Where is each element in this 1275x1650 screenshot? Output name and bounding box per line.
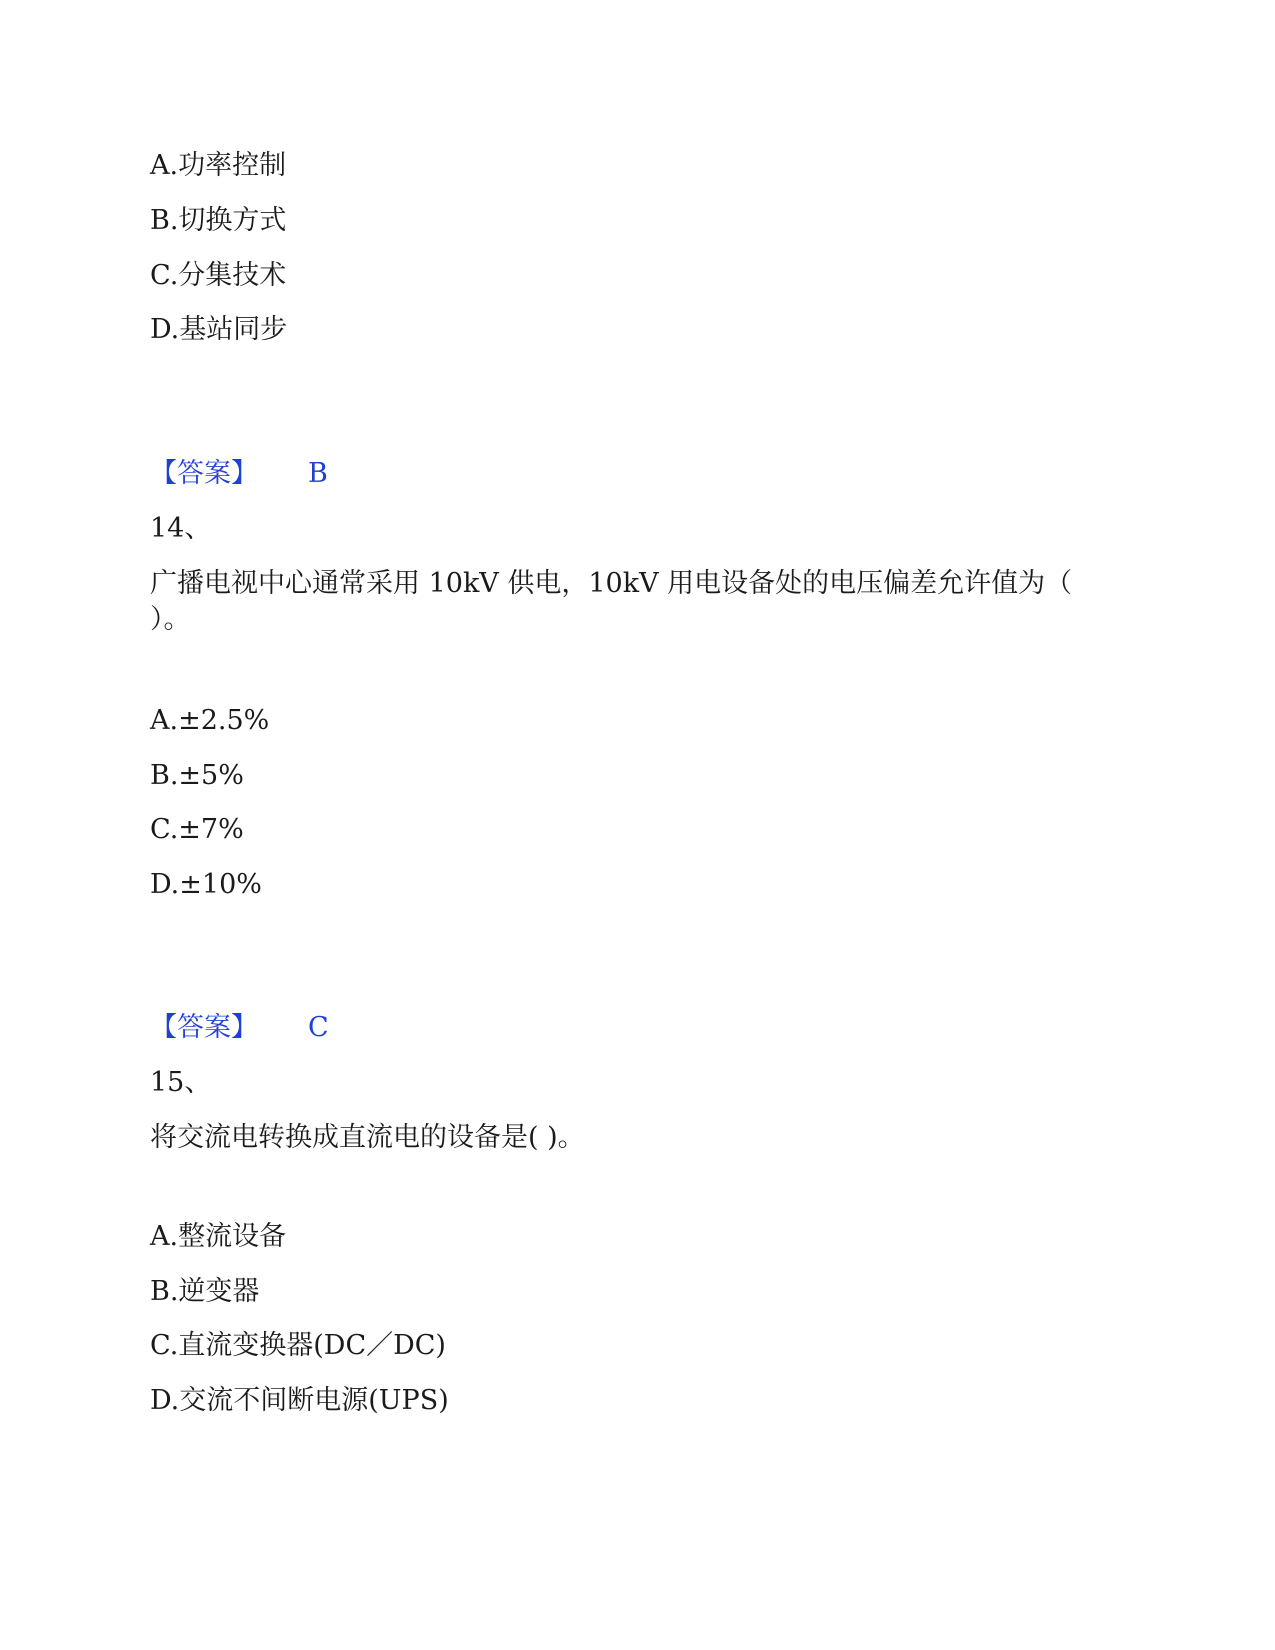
q15-number: 15、 xyxy=(150,1067,212,1098)
q13-answer-row xyxy=(150,458,328,490)
q13-option-b: B.切换方式 xyxy=(150,205,287,236)
q14-option-d: D.±10% xyxy=(150,869,262,900)
answer-value: B xyxy=(308,458,328,489)
q13-option-d: D.基站同步 xyxy=(150,314,288,345)
q14-stem-line1: 广播电视中心通常采用 10kV 供电，10kV 用电设备处的电压偏差允许值为（ xyxy=(150,568,1073,599)
q14-stem-line2: ）。 xyxy=(150,604,191,635)
q15-option-d: D.交流不间断电源(UPS) xyxy=(150,1385,449,1416)
q15-stem: 将交流电转换成直流电的设备是( )。 xyxy=(150,1122,585,1153)
q14-number: 14、 xyxy=(150,513,212,544)
q14-option-c: C.±7% xyxy=(150,814,244,845)
q14-option-b: B.±5% xyxy=(150,760,244,791)
q13-option-c: C.分集技术 xyxy=(150,260,287,291)
q15-option-c: C.直流变换器(DC／DC) xyxy=(150,1330,446,1361)
q14-answer-row xyxy=(150,1012,329,1044)
q15-option-a: A.整流设备 xyxy=(150,1221,287,1252)
q15-option-b: B.逆变器 xyxy=(150,1276,260,1307)
q13-option-a: A.功率控制 xyxy=(150,150,287,181)
q14-option-a: A.±2.5% xyxy=(150,705,270,736)
answer-value: C xyxy=(308,1012,329,1043)
answer-label: 【答案】 xyxy=(150,458,258,489)
answer-label: 【答案】 xyxy=(150,1012,258,1043)
